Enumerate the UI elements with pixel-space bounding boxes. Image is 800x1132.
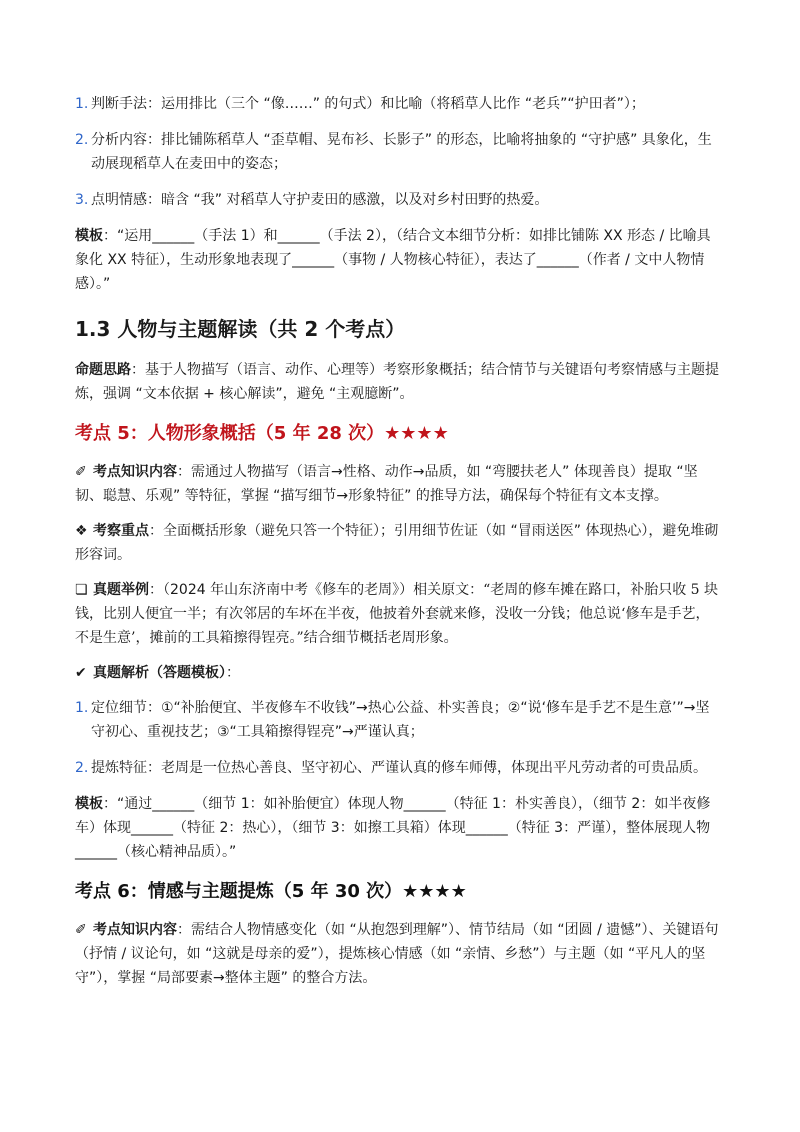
list-number: 2. (75, 760, 89, 776)
knowledge-text: ：需通过人物描写（语言→性格、动作→品质，如 “弯腰扶老人” 体现善良）提取 “坚韧、聪慧、乐观” 等特征，掌握 “描写细节→形象特征” 的推导方法，确保每个特征有文本支撑。 (75, 464, 698, 504)
list-text: 定位细节：①“补胎便宜、半夜修车不收钱”→热心公益、朴实善良；②“说‘修车是手艺不是生意’”→坚守初心、重视技艺；③“工具箱擦得锃亮”→严谨认真； (91, 700, 710, 740)
kp5-example (75, 578, 722, 650)
kp5-analysis-heading (75, 661, 722, 685)
template-label: 模板 (75, 796, 103, 812)
kp5-heading: 考点 5：人物形象概括（5 年 28 次）★★★★ (75, 423, 449, 444)
template-text: ：“通过______（细节 1：如补胎便宜）体现人物______（特征 1：朴实善良），（细节 2：如半夜修车）体现______（特征 2：热心），（细节 3：如擦工具箱）体现______（特征 3：严谨），整体展现人物______（核心精神品质）。” (75, 796, 711, 860)
list-item (75, 92, 722, 116)
section-intro (75, 358, 722, 406)
knowledge-label: 考点知识内容 (93, 922, 177, 938)
kp5-focus (75, 519, 722, 567)
pencil-icon: ✐ (75, 464, 87, 480)
analysis-colon: ： (226, 665, 240, 681)
analysis-label: 真题解析（答题模板） (93, 665, 226, 681)
analysis-steps-list (75, 92, 722, 212)
diamond-icon: ❖ (75, 523, 88, 539)
list-item (75, 128, 722, 176)
kp6-knowledge (75, 918, 722, 990)
list-number: 2. (75, 132, 89, 148)
kp5-template (75, 792, 722, 864)
example-intro: ：（2024 年山东济南中考《修车的老周》）相关原文： (149, 582, 484, 598)
section-heading: 1.3 人物与主题解读（共 2 个考点） (75, 317, 406, 341)
check-icon: ✔ (75, 665, 87, 681)
focus-text: ：全面概括形象（避免只答一个特征）；引用细节佐证（如 “冒雨送医” 体现热心），避免堆砌形容词。 (75, 523, 719, 563)
pencil-icon: ✐ (75, 922, 87, 938)
list-text: 点明情感：暗含 “我” 对稻草人守护麦田的感激，以及对乡村田野的热爱。 (91, 192, 549, 208)
list-number: 1. (75, 700, 89, 716)
list-item (75, 696, 722, 744)
list-number: 1. (75, 96, 89, 112)
template-paragraph (75, 224, 722, 296)
list-text: 判断手法：运用排比（三个 “像……” 的句式）和比喻（将稻草人比作 “老兵”“护田者”）； (91, 96, 645, 112)
example-label: 真题举例 (93, 582, 149, 598)
example-quote: “老周的修车摊在路口，补胎只收 5 块钱，比别人便宜一半；有次邻居的车坏在半夜，他披着外套就来修，没收一分钱；他总说‘修车是手艺，不是生意’，摊前的工具箱擦得锃亮。” (75, 582, 719, 646)
knowledge-text: ：需结合人物情感变化（如 “从抱怨到理解”）、情节结局（如 “团圆 / 遗憾”）、关键语句（抒情 / 议论句，如 “这就是母亲的爱”），提炼核心情感（如 “亲情、乡愁”）与主题（如 “平凡人的坚守”），掌握 “局部要素→整体主题” 的整合方法。 (75, 922, 719, 986)
list-item (75, 756, 722, 780)
intro-text: ：基于人物描写（语言、动作、心理等）考察形象概括；结合情节与关键语句考察情感与主题提炼，强调 “文本依据 + 核心解读”，避免 “主观臆断”。 (75, 362, 719, 402)
kp6-heading: 考点 6：情感与主题提炼（5 年 30 次）★★★★ (75, 881, 467, 902)
kp5-knowledge (75, 460, 722, 508)
list-item (75, 188, 722, 212)
knowledge-label: 考点知识内容 (93, 464, 177, 480)
kp5-steps-list (75, 696, 722, 780)
template-label: 模板 (75, 228, 103, 244)
list-text: 提炼特征：老周是一位热心善良、坚守初心、严谨认真的修车师傅，体现出平凡劳动者的可贵品质。 (91, 760, 707, 776)
intro-label: 命题思路 (75, 362, 131, 378)
focus-label: 考察重点 (93, 523, 149, 539)
template-text: ：“运用______（手法 1）和______（手法 2），（结合文本细节分析：如排比铺陈 XX 形态 / 比喻具象化 XX 特征），生动形象地表现了______（事物 / 人物核心特征），表达了______（作者 / 文中人物情感）。” (75, 228, 711, 292)
example-task: 结合细节概括老周形象。 (303, 630, 458, 646)
list-number: 3. (75, 192, 89, 208)
list-text: 分析内容：排比铺陈稻草人 “歪草帽、晃布衫、长影子” 的形态，比喻将抽象的 “守护感” 具象化，生动展现稻草人在麦田中的姿态； (91, 132, 712, 172)
box-icon: ❏ (75, 582, 88, 598)
